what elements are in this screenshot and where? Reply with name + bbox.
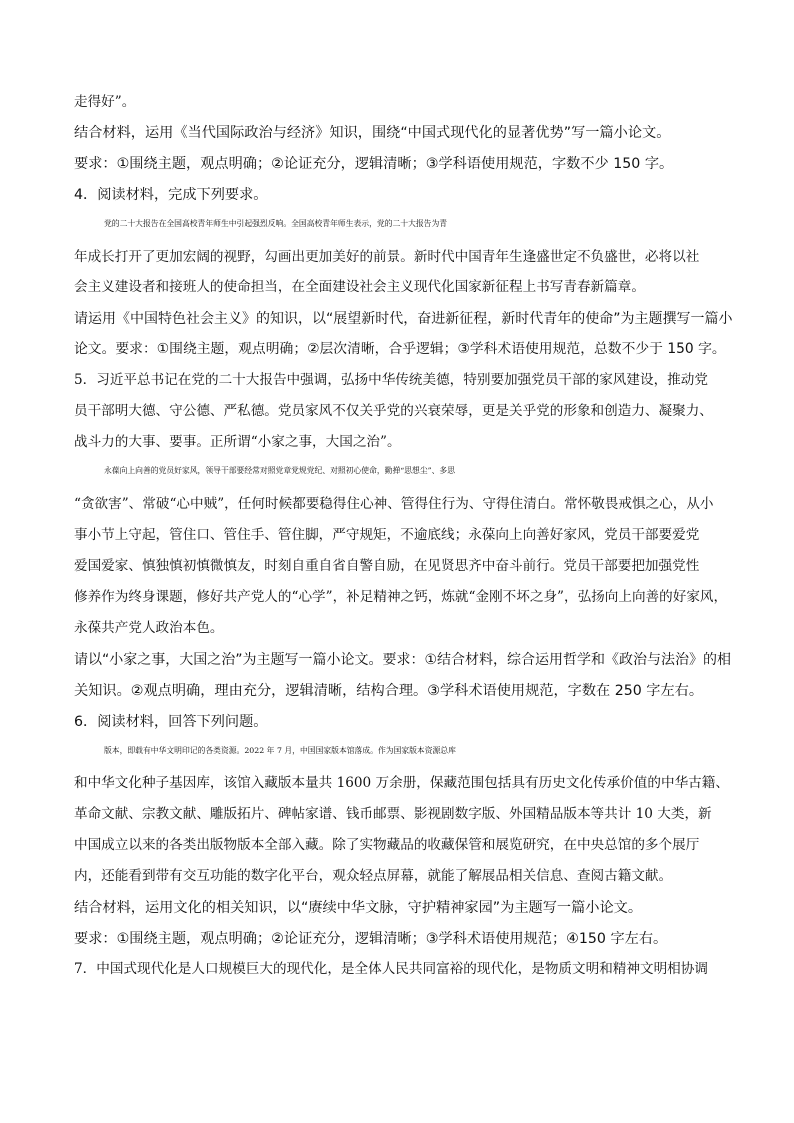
material-line: 中国成立以来的各类出版物版本全部入藏。除了实物藏品的收藏保管和展览研究，在中央总馆的多个展厅 — [74, 837, 700, 853]
material-line: 和中华文化种子基因库，该馆入藏版本量共 1600 万余册，保藏范围包括具有历史文化传承价值的中华古籍、 — [74, 775, 729, 791]
question-6-requirements: 要求：①围绕主题，观点明确；②论证充分，逻辑清晰；③学科术语使用规范；④150 字左右。 — [74, 931, 668, 947]
material-line: 员干部明大德、守公德、严私德。党员家风不仅关乎党的兴衰荣辱，更是关乎党的形象和创造力、凝聚力、 — [74, 403, 713, 419]
text-line: 走得好”。 — [74, 94, 136, 110]
material-line: 永葆向上向善的党员好家风，领导干部要经常对照党章党规党纪、对照初心使命，勤掸“思想尘”、多思 — [104, 466, 456, 475]
material-line: 战斗力的大事、要事。正所谓“小家之事，大国之治”。 — [74, 434, 401, 450]
question-3-requirements: 要求：①围绕主题，观点明确；②论证充分，逻辑清晰；③学科语使用规范，字数不少 150 字。 — [74, 156, 674, 172]
question-3-instruction: 结合材料，运用《当代国际政治与经济》知识，围绕“中国式现代化的显著优势”写一篇小论文。 — [74, 125, 671, 141]
material-line: 内，还能看到带有交互功能的数字化平台，观众轻点屏幕，就能了解展品相关信息、查阅古籍文献。 — [74, 868, 673, 884]
material-line: 党的二十大报告在全国高校青年师生中引起强烈反响。全国高校青年师生表示，党的二十大报告为青 — [104, 219, 448, 228]
question-4-heading: 4．阅读材料，完成下列要求。 — [74, 187, 268, 203]
question-4-instruction: 请运用《中国特色社会主义》的知识，以“展望新时代，奋进新征程，新时代青年的使命”为主题撰写一篇小 — [74, 311, 733, 327]
material-line: “贪欲害”、常破“心中贼”，任何时候都要稳得住心神、管得住行为、守得住清白。常怀敬畏戒惧之心，从小 — [74, 496, 714, 512]
material-line: 年成长打开了更加宏阔的视野，勾画出更加美好的前景。新时代中国青年生逢盛世定不负盛世，必将以社 — [74, 249, 700, 265]
question-6-instruction: 结合材料，运用文化的相关知识，以“赓续中华文脉，守护精神家园”为主题写一篇小论文。 — [74, 900, 643, 916]
material-line: 永葆共产党人政治本色。 — [74, 620, 224, 636]
material-line: 修养作为终身课题，修好共产党人的“心学”，补足精神之钙，炼就“金刚不坏之身”，弘扬向上向善的好家风， — [74, 589, 728, 605]
material-line: 版本，即载有中华文明印记的各类资源。2022 年 7 月，中国国家版本馆落成。作为国家版本资源总库 — [104, 746, 456, 755]
question-5-instruction: 请以“小家之事，大国之治”为主题写一篇小论文。要求：①结合材料，综合运用哲学和《政治与法治》的相 — [74, 652, 732, 668]
material-line: 事小节上守起，管住口、管住手、管住脚，严守规矩，不逾底线；永葆向上向善好家风，党员干部要爱党 — [74, 527, 700, 543]
question-5-heading: 5．习近平总书记在党的二十大报告中强调，弘扬中华传统美德，特别要加强党员干部的家风建设，推动党 — [74, 372, 708, 388]
question-6-heading: 6．阅读材料，回答下列问题。 — [74, 714, 268, 730]
material-line: 爱国爱家、慎独慎初慎微慎友，时刻自重自省自警自励，在见贤思齐中奋斗前行。党员干部要把加强党性 — [74, 558, 700, 574]
material-line: 革命文献、宗教文献、雕版拓片、碑帖家谱、钱币邮票、影视剧数字版、外国精品版本等共计 10 大类，新 — [74, 806, 712, 822]
question-5-requirements: 关知识。②观点明确，理由充分，逻辑清晰，结构合理。③学科术语使用规范，字数在 250 字左右。 — [74, 683, 704, 699]
question-7-heading: 7．中国式现代化是人口规模巨大的现代化，是全体人民共同富裕的现代化，是物质文明和精神文明相协调 — [74, 961, 708, 977]
question-4-requirements: 论文。要求：①围绕主题，观点明确；②层次清晰，合乎逻辑；③学科术语使用规范，总数不少于 150 字。 — [74, 341, 726, 357]
material-line: 会主义建设者和接班人的使命担当，在全面建设社会主义现代化国家新征程上书写青春新篇章。 — [74, 279, 645, 295]
